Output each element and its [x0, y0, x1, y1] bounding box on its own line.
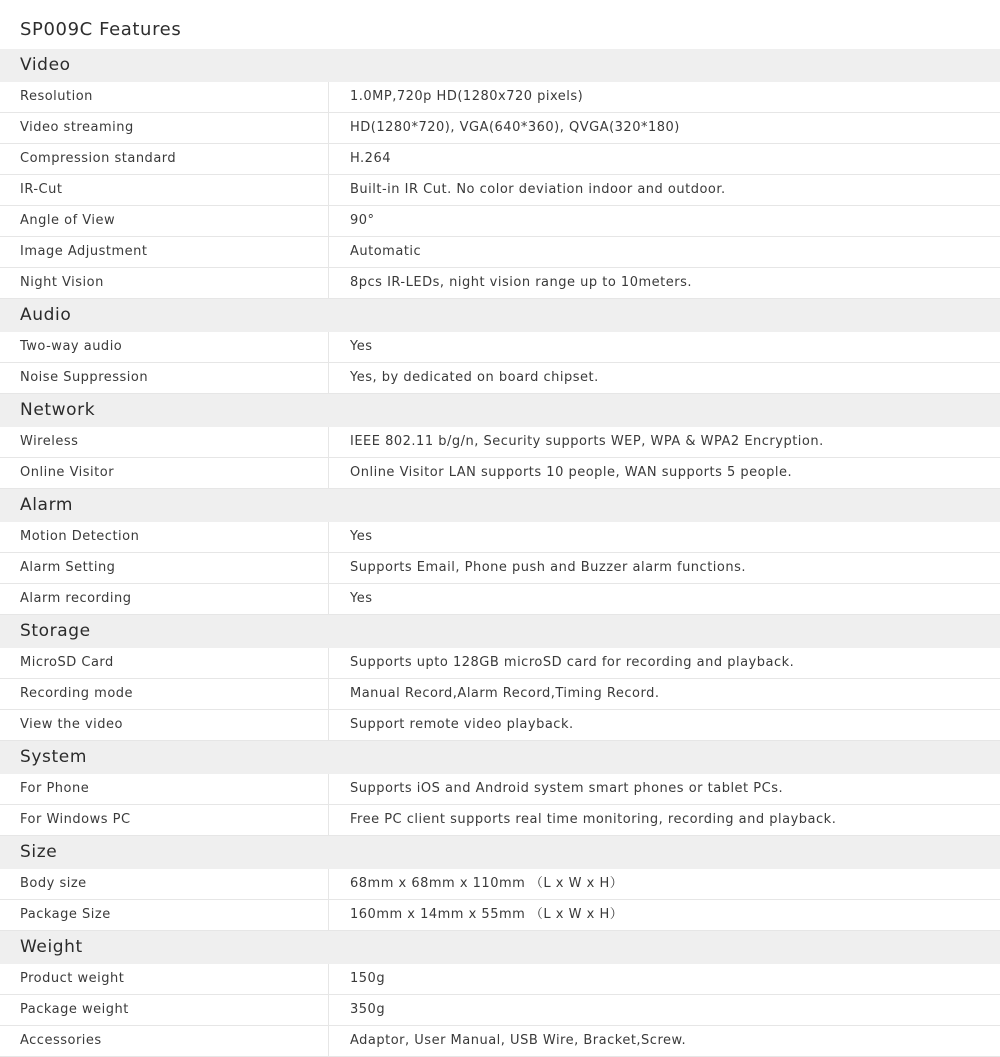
spec-row — [0, 113, 1000, 144]
section-network — [0, 394, 1000, 489]
spec-row — [0, 206, 1000, 237]
section-header: Network — [0, 394, 1000, 427]
spec-row — [0, 964, 1000, 995]
spec-value: Supports upto 128GB microSD card for recording and playback. — [350, 655, 795, 670]
spec-label: Angle of View — [0, 206, 329, 236]
section-header: Audio — [0, 299, 1000, 332]
spec-row — [0, 522, 1000, 553]
spec-label: Motion Detection — [0, 522, 329, 552]
spec-label: Night Vision — [0, 268, 329, 298]
spec-value: HD(1280*720), VGA(640*360), QVGA(320*180) — [350, 120, 680, 135]
spec-label: Online Visitor — [0, 458, 329, 488]
spec-label: IR-Cut — [0, 175, 329, 205]
spec-row — [0, 584, 1000, 615]
spec-label: Product weight — [0, 964, 329, 994]
spec-label: For Phone — [0, 774, 329, 804]
spec-label: Video streaming — [0, 113, 329, 143]
spec-row — [0, 144, 1000, 175]
spec-row — [0, 995, 1000, 1026]
spec-row — [0, 363, 1000, 394]
spec-table — [0, 49, 1000, 1057]
spec-row — [0, 175, 1000, 206]
spec-label: Body size — [0, 869, 329, 899]
spec-value: Free PC client supports real time monitoring, recording and playback. — [350, 812, 837, 827]
spec-value: 1.0MP,720p HD(1280x720 pixels) — [350, 89, 584, 104]
spec-label: Package weight — [0, 995, 329, 1025]
spec-value: IEEE 802.11 b/g/n, Security supports WEP, WPA & WPA2 Encryption. — [350, 434, 824, 449]
spec-label: Resolution — [0, 82, 329, 112]
spec-label: Accessories — [0, 1026, 329, 1056]
spec-value: 8pcs IR-LEDs, night vision range up to 10meters. — [350, 275, 692, 290]
spec-row — [0, 332, 1000, 363]
spec-value: Online Visitor LAN supports 10 people, WAN supports 5 people. — [350, 465, 793, 480]
section-storage — [0, 615, 1000, 741]
spec-value: Built-in IR Cut. No color deviation indoor and outdoor. — [350, 182, 726, 197]
section-header: Size — [0, 836, 1000, 869]
section-size — [0, 836, 1000, 931]
spec-row — [0, 237, 1000, 268]
spec-label: Compression standard — [0, 144, 329, 174]
spec-value: Yes — [350, 339, 373, 354]
section-header: System — [0, 741, 1000, 774]
spec-row — [0, 710, 1000, 741]
spec-value: 68mm x 68mm x 110mm （L x W x H） — [350, 876, 624, 891]
spec-row — [0, 553, 1000, 584]
spec-row — [0, 869, 1000, 900]
spec-value: Support remote video playback. — [350, 717, 574, 732]
spec-row — [0, 427, 1000, 458]
spec-value: 150g — [350, 971, 386, 986]
spec-value: Supports Email, Phone push and Buzzer alarm functions. — [350, 560, 747, 575]
spec-value: Yes — [350, 591, 373, 606]
spec-row — [0, 268, 1000, 299]
spec-label: Package Size — [0, 900, 329, 930]
spec-label: MicroSD Card — [0, 648, 329, 678]
spec-row — [0, 458, 1000, 489]
spec-value: Automatic — [350, 244, 422, 259]
spec-row — [0, 82, 1000, 113]
section-header: Video — [0, 49, 1000, 82]
spec-label: For Windows PC — [0, 805, 329, 835]
spec-value: 160mm x 14mm x 55mm （L x W x H） — [350, 907, 624, 922]
spec-label: Two-way audio — [0, 332, 329, 362]
spec-value: Adaptor, User Manual, USB Wire, Bracket,Screw. — [350, 1033, 687, 1048]
section-header: Alarm — [0, 489, 1000, 522]
spec-value: Manual Record,Alarm Record,Timing Record. — [350, 686, 660, 701]
spec-row — [0, 648, 1000, 679]
spec-value: Yes — [350, 529, 373, 544]
spec-label: Recording mode — [0, 679, 329, 709]
spec-value: 350g — [350, 1002, 386, 1017]
section-video — [0, 49, 1000, 299]
spec-row — [0, 1026, 1000, 1057]
page-title: SP009C Features — [20, 19, 182, 40]
section-header: Storage — [0, 615, 1000, 648]
spec-label: Alarm Setting — [0, 553, 329, 583]
section-header: Weight — [0, 931, 1000, 964]
section-system — [0, 741, 1000, 836]
spec-value: Yes, by dedicated on board chipset. — [350, 370, 599, 385]
spec-label: Image Adjustment — [0, 237, 329, 267]
section-audio — [0, 299, 1000, 394]
spec-row — [0, 679, 1000, 710]
spec-row — [0, 900, 1000, 931]
spec-value: H.264 — [350, 151, 391, 166]
section-weight — [0, 931, 1000, 1057]
spec-label: Wireless — [0, 427, 329, 457]
spec-label: View the video — [0, 710, 329, 740]
spec-row — [0, 805, 1000, 836]
spec-value: Supports iOS and Android system smart phones or tablet PCs. — [350, 781, 784, 796]
spec-label: Noise Suppression — [0, 363, 329, 393]
spec-row — [0, 774, 1000, 805]
spec-value: 90° — [350, 213, 375, 228]
spec-label: Alarm recording — [0, 584, 329, 614]
section-alarm — [0, 489, 1000, 615]
